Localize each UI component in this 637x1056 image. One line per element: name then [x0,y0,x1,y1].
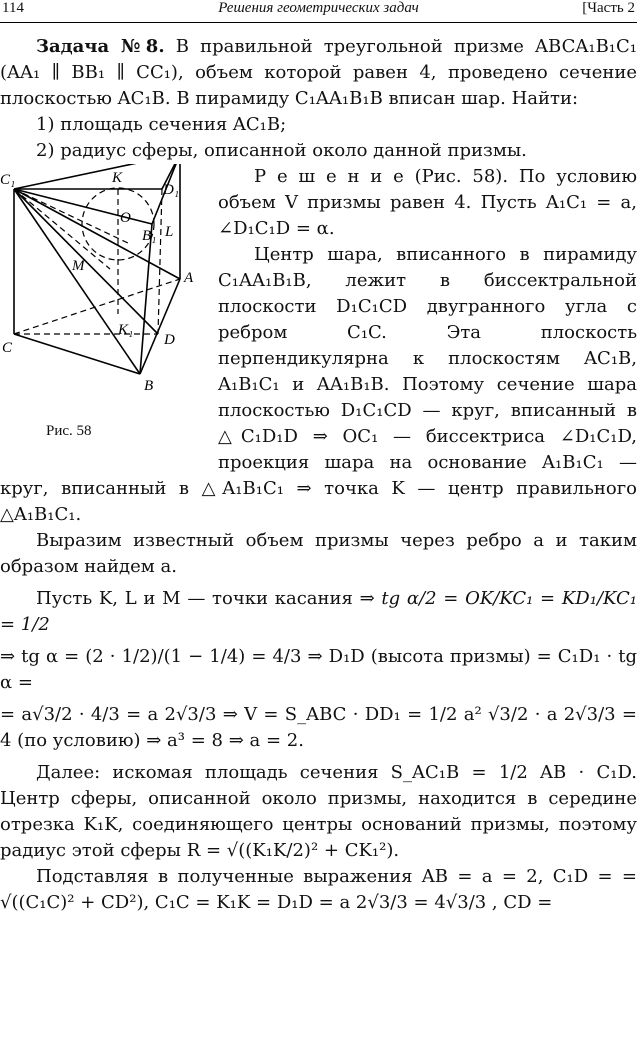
figure-text-flow [0,164,637,528]
label-o: O [120,210,131,226]
figure-58 [0,164,210,464]
label-b1: B₁ [142,228,157,244]
problem-statement [0,34,637,112]
label-k: K [112,170,123,186]
label-d: D [164,332,175,348]
prism-diagram [0,164,210,414]
edge-c1d [14,189,158,334]
solution-p2: Центр шара, вписанного в пирамиду C₁AA₁B₁B, лежит в биссектральной плоскости D₁C₁CD двугранного угла с ребром C₁C. Эта плоскость перпендикулярна к плоскостям AC₁B, A₁B₁C₁ и AA₁B₁B. Поэтому сечение шара плоскостью D₁C₁CD — круг, вписанный в △C₁D₁D ⇒ OC₁ — биссектриса ∠D₁C₁D, проекция шара на основание A₁B₁C₁ — круг, вписанный в △A₁B₁C₁ ⇒ точка K — центр правильного △A₁B₁C₁. [0,244,637,525]
edge-cb [14,334,140,374]
label-l: L [165,224,174,240]
label-c: C [2,340,13,356]
solution-p6: Подставляя в полученные выражения AB = a = 2, C₁D = = √((C₁C)² + CD²), C₁C = K₁K = D₁D = a 2√3/3 = 4√3/3 , CD = [0,866,637,913]
label-k1: K₁ [118,322,134,338]
part-label: [Часть 2 [582,0,635,16]
solution-p1-text: (Рис. 58). По условию объем V призмы равен 4. Пусть A₁C₁ = a, ∠D₁C₁D = α. [218,166,637,239]
label-c1: C₁ [0,172,16,188]
task-2: 2) радиус сферы, описанной около данной призмы. [36,140,527,161]
running-header [0,0,637,23]
running-title: Решения геометрических задач [218,0,419,16]
edge-c1a1 [14,164,180,189]
main-text [0,34,637,916]
solution-p4-lead: Пусть K, L и M — точки касания ⇒ [36,588,375,609]
figure-caption: Рис. 58 [46,423,92,439]
label-d1: D₁ [163,182,180,198]
label-b: B [144,378,154,394]
page-number: 114 [2,0,24,16]
solution-p5: Далее: искомая площадь сечения S_AC₁B = 1/2 AB · C₁D. Центр сферы, описанной около призмы, находится в середине отрезка K₁K, соединяющего центры оснований призмы, поэтому радиус этой сферы R = √((K₁K/2)² + CK₁²). [0,762,637,861]
equation-1: tg α/2 = OK/KC₁ = KD₁/KC₁ = 1/2 [0,588,637,635]
solution-p4 [0,586,637,638]
label-a: A [184,270,194,286]
problem-text: В правильной треугольной призме ABCA₁B₁C₁ (AA₁ ∥ BB₁ ∥ CC₁), объем которой равен 4, проведено сечение плоскостью AC₁B. В пирамиду C₁AA₁B₁B вписан шар. Найти: [0,36,637,109]
solution-word: Р е ш е н и е [254,166,404,187]
solution-p3: Выразим известный объем призмы через ребро a и таким образом найдем a. [0,530,637,577]
equation-3: = a√3/2 · 4/3 = a 2√3/3 ⇒ V = S_ABC · DD₁ = 1/2 a² √3/2 · a 2√3/3 = 4 (по условию) ⇒ a³ = 8 ⇒ a = 2. [0,704,637,751]
problem-heading: Задача №8. [36,36,165,57]
task-1: 1) площадь сечения AC₁B; [36,114,287,135]
equation-2: ⇒ tg α = (2 · 1/2)/(1 − 1/4) = 4/3 ⇒ D₁D (высота призмы) = C₁D₁ · tg α = [0,646,637,693]
label-m: M [72,258,85,274]
